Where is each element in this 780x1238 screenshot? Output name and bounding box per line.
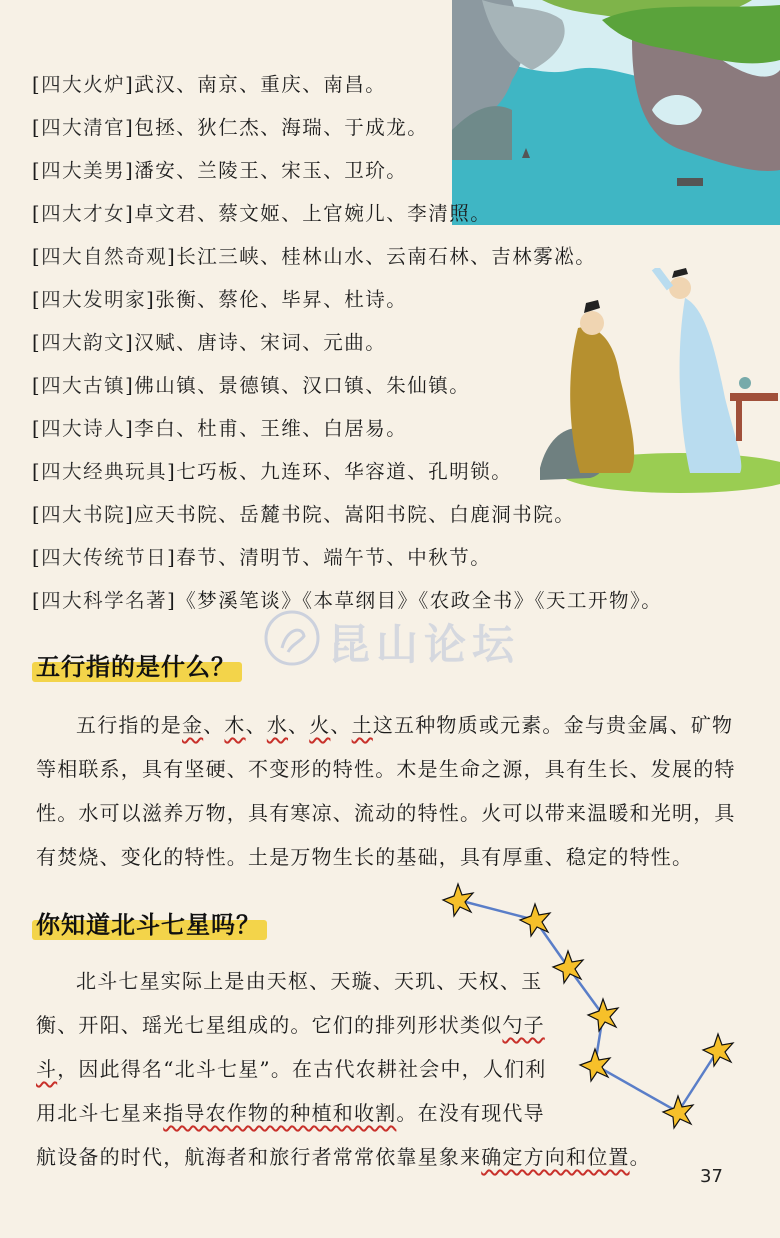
list-content: 长江三峡、桂林山水、云南石林、吉林雾凇。	[176, 245, 597, 268]
list-content: 卓文君、蔡文姬、上官婉儿、李清照。	[134, 202, 492, 225]
list-content: 《梦溪笔谈》《本草纲目》《农政全书》《天工开物》。	[176, 589, 663, 612]
list-label: 四大自然奇观	[41, 245, 168, 268]
list-label: 四大美男	[41, 159, 126, 182]
keyword-tu: 土	[351, 713, 373, 737]
page-number: 37	[700, 1166, 723, 1187]
paragraph-line: 性。水可以滋养万物，具有寒凉、流动的特性。火可以带来温暖和光明，具	[36, 801, 736, 825]
list-content: 张衡、蔡伦、毕昇、杜诗。	[155, 288, 408, 311]
list-content: 汉赋、唐诗、宋词、元曲。	[134, 331, 387, 354]
list-label: 四大古镇	[41, 374, 126, 397]
paragraph-line: 五行指的是金、木、水、火、土这五种物质或元素。金与贵金属、矿物	[76, 713, 734, 737]
section-heading-big-dipper: 你知道北斗七星吗？	[36, 908, 261, 942]
paragraph-line: 有焚烧、变化的特性。土是万物生长的基础，具有厚重、稳定的特性。	[36, 845, 694, 869]
list-item: [四大自然奇观]长江三峡、桂林山水、云南石林、吉林雾凇。	[32, 245, 597, 268]
list-content: 李白、杜甫、王维、白居易。	[134, 417, 408, 440]
list-content: 应天书院、岳麓书院、嵩阳书院、白鹿洞书院。	[134, 503, 576, 526]
keyword-mu: 木	[224, 713, 246, 737]
list-item: [四大科学名著]《梦溪笔谈》《本草纲目》《农政全书》《天工开物》。	[32, 589, 663, 612]
list-content: 潘安、兰陵王、宋玉、卫玠。	[134, 159, 408, 182]
list-content: 七巧板、九连环、华容道、孔明锁。	[176, 460, 513, 483]
paragraph-line: 等相联系，具有坚硬、不变形的特性。木是生命之源，具有生长、发展的特	[36, 757, 736, 781]
list-label: 四大书院	[41, 503, 126, 526]
list-item: [四大传统节日]春节、清明节、端午节、中秋节。	[32, 546, 492, 569]
section-heading-wuxing: 五行指的是什么？	[36, 650, 236, 684]
paragraph-line: 北斗七星实际上是由天枢、天璇、天玑、天权、玉	[76, 969, 543, 993]
keyword-planting: 指导农作物的种植和收割	[163, 1101, 397, 1125]
list-content: 佛山镇、景德镇、汉口镇、朱仙镇。	[134, 374, 471, 397]
keyword-dou: 斗	[36, 1057, 58, 1081]
list-item: [四大清官]包拯、狄仁杰、海瑞、于成龙。	[32, 116, 429, 139]
paragraph-line: 衡、开阳、瑶光七星组成的。它们的排列形状类似勺子	[36, 1013, 545, 1037]
list-label: 四大火炉	[41, 73, 126, 96]
list-label: 四大科学名著	[41, 589, 168, 612]
list-content: 武汉、南京、重庆、南昌。	[134, 73, 387, 96]
paragraph-line: 用北斗七星来指导农作物的种植和收割。在没有现代导	[36, 1101, 545, 1125]
list-label: 四大传统节日	[41, 546, 168, 569]
scholars-illustration	[540, 268, 780, 493]
list-label: 四大才女	[41, 202, 126, 225]
list-item: [四大诗人]李白、杜甫、王维、白居易。	[32, 417, 408, 440]
list-item: [四大古镇]佛山镇、景德镇、汉口镇、朱仙镇。	[32, 374, 471, 397]
list-item: [四大火炉]武汉、南京、重庆、南昌。	[32, 73, 387, 96]
list-content: 春节、清明节、端午节、中秋节。	[176, 546, 492, 569]
landscape-illustration	[452, 0, 780, 225]
list-label: 四大经典玩具	[41, 460, 168, 483]
list-label: 四大诗人	[41, 417, 126, 440]
list-label: 四大发明家	[41, 288, 147, 311]
list-label: 四大韵文	[41, 331, 126, 354]
watermark-logo-icon	[262, 608, 322, 668]
list-item: [四大发明家]张衡、蔡伦、毕昇、杜诗。	[32, 288, 408, 311]
keyword-huo: 火	[309, 713, 331, 737]
keyword-shaozi: 勺子	[502, 1013, 545, 1037]
list-item: [四大书院]应天书院、岳麓书院、嵩阳书院、白鹿洞书院。	[32, 503, 576, 526]
list-item: [四大经典玩具]七巧板、九连环、华容道、孔明锁。	[32, 460, 513, 483]
keyword-jin: 金	[182, 713, 204, 737]
paragraph-line: 航设备的时代，航海者和旅行者常常依靠星象来确定方向和位置。	[36, 1145, 651, 1169]
keyword-direction: 确定方向和位置	[481, 1145, 630, 1169]
paragraph-line: 斗，因此得名“北斗七星”。在古代农耕社会中，人们利	[36, 1057, 547, 1081]
list-item: [四大美男]潘安、兰陵王、宋玉、卫玠。	[32, 159, 408, 182]
list-label: 四大清官	[41, 116, 126, 139]
watermark-text: 昆山论坛	[328, 620, 521, 669]
keyword-shui: 水	[266, 713, 289, 737]
list-content: 包拯、狄仁杰、海瑞、于成龙。	[134, 116, 429, 139]
list-item: [四大才女]卓文君、蔡文姬、上官婉儿、李清照。	[32, 202, 492, 225]
list-item: [四大韵文]汉赋、唐诗、宋词、元曲。	[32, 331, 387, 354]
